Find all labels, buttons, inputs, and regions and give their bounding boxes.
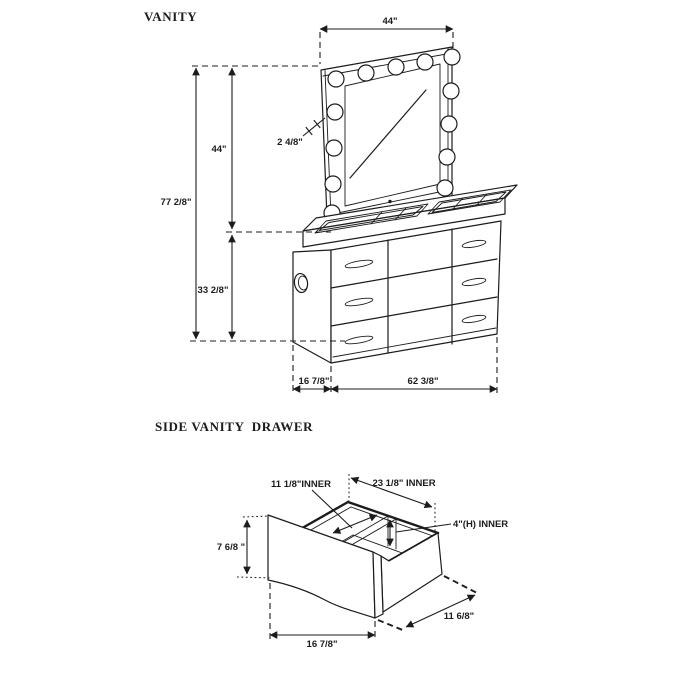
drawer-front-panel-edge xyxy=(373,552,383,618)
dim-frame-thickness xyxy=(277,118,325,148)
vanity-drawing xyxy=(144,9,517,395)
dim-inner-height-label: 4"(H) INNER xyxy=(453,519,509,530)
dim-total-height-label: 77 2/8" xyxy=(160,197,192,208)
mirror-glass xyxy=(345,64,440,206)
dim-inner-width-label: 23 1/8" INNER xyxy=(372,478,436,489)
dim-top-width-label: 44" xyxy=(382,16,398,27)
vanity-title: VANITY xyxy=(144,9,198,24)
side-drawer-title: SIDE VANITY DRAWER xyxy=(155,419,314,434)
dim-front-width-label: 16 7/8" xyxy=(306,639,338,650)
dim-dresser-height-label: 33 2/8" xyxy=(197,285,229,296)
dim-front-height xyxy=(217,516,272,578)
dim-front-height-label: 7 6/8 " xyxy=(216,542,246,553)
dim-base-width-label: 62 3/8" xyxy=(407,376,439,387)
dim-inner-depth-label: 11 1/8"INNER xyxy=(271,479,331,490)
dim-frame-thickness-label: 2 4/8" xyxy=(277,137,303,148)
mirror-power-dot xyxy=(388,200,391,203)
mirror xyxy=(321,47,460,221)
dim-base-depth-label: 16 7/8" xyxy=(298,376,330,387)
drawer-box xyxy=(268,502,442,618)
dim-mirror-height-label: 44" xyxy=(211,144,227,155)
dresser-side-panel xyxy=(293,250,331,363)
side-drawer-drawing xyxy=(155,419,508,650)
dim-diagonal-depth-label: 11 6/8" xyxy=(443,611,475,622)
